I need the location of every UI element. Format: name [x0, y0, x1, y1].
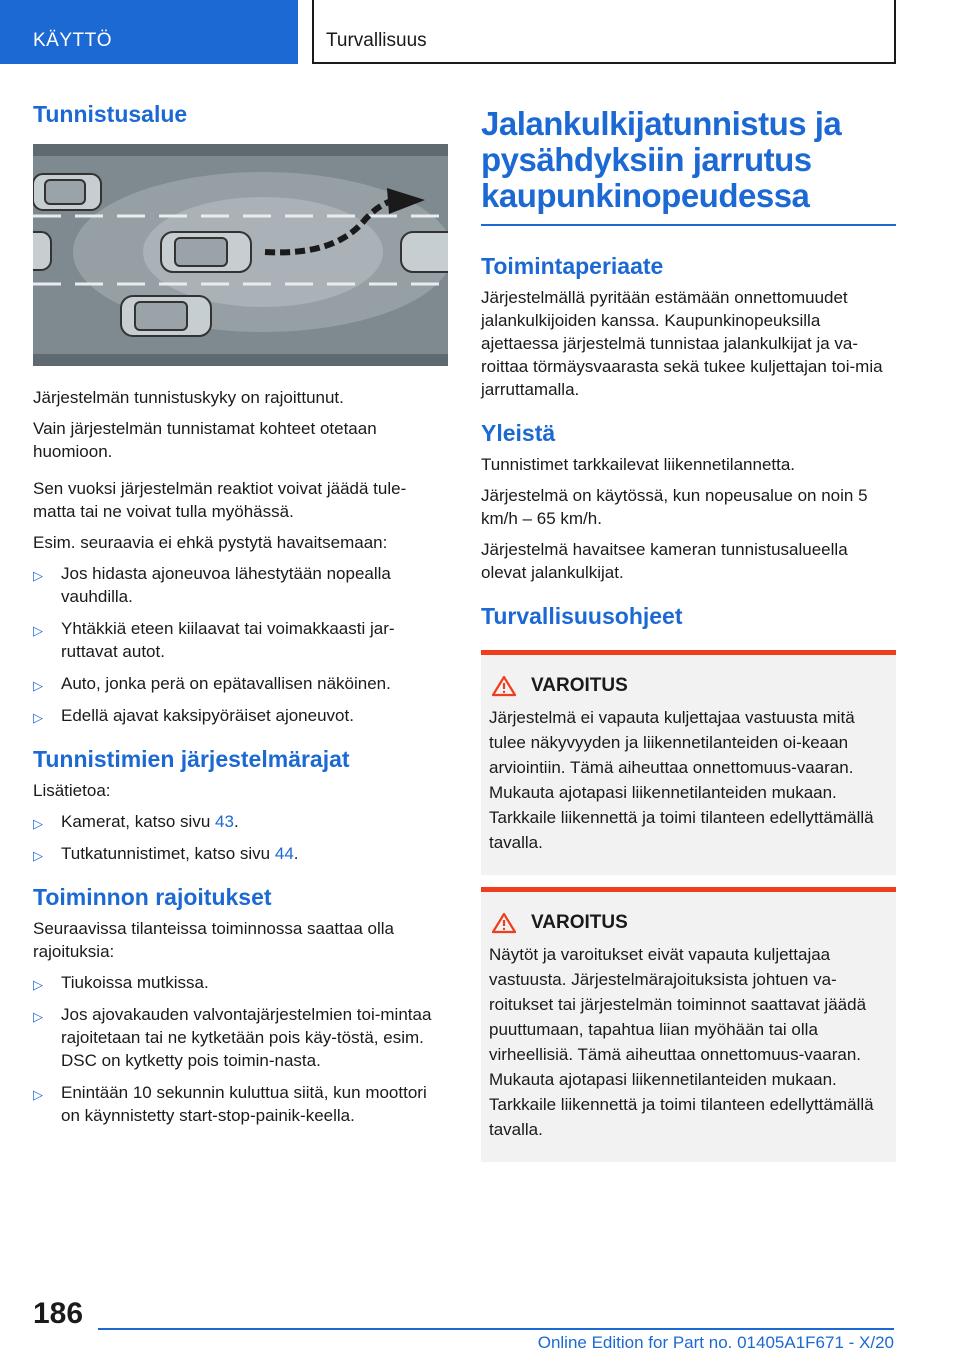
right-column [481, 100, 896, 1162]
page-number: 186 [33, 1297, 84, 1330]
warning-box-2 [481, 887, 896, 1162]
paragraph: Järjestelmä on käytössä, kun nopeusalue on noin 5 km/h – 65 km/h. [481, 486, 868, 528]
warning-triangle-icon [491, 675, 517, 697]
paragraph: Esim. seuraavia ei ehkä pystytä havaitsemaan: [33, 533, 388, 552]
heading-rajoitukset: Toiminnon rajoitukset [33, 884, 272, 910]
triangle-bullet-icon: ▷ [33, 568, 43, 583]
car-top-left [33, 174, 101, 210]
warning-title: VAROITUS [489, 912, 886, 934]
warning-triangle-icon [491, 912, 517, 934]
warning-text: Näytöt ja varoitukset eivät vapauta kuljettajaa vastuusta. Järjestelmärajoituksista johtuen va-roitukset tai järjestelmän toiminnot saattavat jäädä puuttumaan, tapahtua liian myöhään tai olla virheellisiä. Tämä aiheuttaa onnettomuus-vaaran. Mukauta ajotapasi liikennetilanteiden mukaan. Tarkkaile liikennettä ja toimi tilanteen edellyttämällä tavalla. [489, 945, 874, 1139]
triangle-bullet-icon: ▷ [33, 710, 43, 725]
road-diagram [33, 144, 448, 366]
list-item: ▷ Kamerat, katso sivu 43. [33, 810, 448, 833]
warning-box-1 [481, 650, 896, 875]
paragraph: Järjestelmä havaitsee kameran tunnistusalueella olevat jalankulkijat. [481, 540, 848, 582]
list-item: ▷ Tutkatunnistimet, katso sivu 44. [33, 842, 448, 865]
car-center [161, 232, 251, 272]
triangle-bullet-icon: ▷ [33, 848, 43, 863]
triangle-bullet-icon: ▷ [33, 678, 43, 693]
car-right [401, 232, 448, 272]
left-column [33, 100, 448, 1136]
heading-yleista: Yleistä [481, 420, 556, 446]
heading-toimintaperiaate: Toimintaperiaate [481, 253, 664, 279]
detection-area-illustration [33, 144, 448, 366]
car-bottom [121, 296, 211, 336]
triangle-bullet-icon: ▷ [33, 816, 43, 831]
warning-title: VAROITUS [489, 675, 886, 697]
warning-text: Järjestelmä ei vapauta kuljettajaa vastuusta mitä tulee näkyvyyden ja liikennetilanteiden oi-keaan arviointiin. Tämä aiheuttaa onnettomuus-vaaran. Mukauta ajotapasi liikennetilanteiden mukaan. Tarkkaile liikennettä ja toimi tilanteen edellyttämällä tavalla. [489, 708, 874, 852]
limitation-list [33, 971, 448, 1127]
list-item: ▷ Enintään 10 sekunnin kuluttua siitä, kun moottori on käynnistetty start-stop-painik-keella. [33, 1083, 427, 1125]
footer-divider [98, 1328, 894, 1330]
list-item: ▷ Jos ajovakauden valvontajärjestelmien toi-mintaa rajoitetaan tai ne kytketään pois käy-töstä, esim. DSC on kytketty pois toimin-nasta. [33, 1005, 432, 1070]
car-middle-left [33, 232, 51, 270]
paragraph: Seuraavissa tilanteissa toiminnossa saattaa olla rajoituksia: [33, 919, 394, 961]
paragraph: Lisätietoa: [33, 781, 111, 800]
paragraph: Järjestelmällä pyritään estämään onnettomuudet jalankulkijoiden kanssa. Kaupunkinopeuksilla ajettaessa järjestelmä tunnistaa jalankulkijat ja va-roittaa törmäysvaarasta sekä tukee kuljettajan toi-mia jarruttamalla. [481, 288, 883, 399]
triangle-bullet-icon: ▷ [33, 623, 43, 638]
edition-footer: Online Edition for Part no. 01405A1F671 - X/20 [537, 1333, 894, 1352]
section-tab: KÄYTTÖ [0, 0, 298, 64]
list-item: ▷ Jos hidasta ajoneuvoa lähestytään nopealla vauhdilla. [33, 564, 391, 606]
paragraph: Sen vuoksi järjestelmän reaktiot voivat jäädä tule-matta tai ne voivat tulla myöhässä. [33, 479, 407, 521]
list-item: ▷ Auto, jonka perä on epätavallisen näköinen. [33, 672, 448, 695]
list-item: ▷ Edellä ajavat kaksipyöräiset ajoneuvot. [33, 704, 448, 727]
triangle-bullet-icon: ▷ [33, 1009, 43, 1024]
heading-jarjestelmarajat: Tunnistimien järjestelmärajat [33, 746, 350, 772]
list-item: ▷ Tiukoissa mutkissa. [33, 971, 448, 994]
triangle-bullet-icon: ▷ [33, 977, 43, 992]
paragraph: Vain järjestelmän tunnistamat kohteet otetaan huomioon. [33, 419, 377, 461]
heading-tunnistusalue: Tunnistusalue [33, 101, 188, 127]
page-link-44[interactable]: 44 [274, 844, 294, 863]
title-divider [481, 224, 896, 226]
list-item: ▷ Yhtäkkiä eteen kiilaavat tai voimakkaasti jar-ruttavat autot. [33, 619, 395, 661]
chapter-title: Turvallisuus [312, 0, 896, 64]
undetected-list [33, 562, 448, 727]
page-title: Jalankulkijatunnistus ja pysähdyksiin jarrutus kaupunkinopeudessa [481, 105, 842, 214]
paragraph: Järjestelmän tunnistuskyky on rajoittunut. [33, 388, 344, 407]
page-link-43[interactable]: 43 [215, 812, 234, 831]
heading-turvallisuusohjeet: Turvallisuusohjeet [481, 603, 683, 629]
triangle-bullet-icon: ▷ [33, 1087, 43, 1102]
paragraph: Tunnistimet tarkkailevat liikennetilannetta. [481, 455, 796, 474]
reference-list [33, 810, 448, 865]
